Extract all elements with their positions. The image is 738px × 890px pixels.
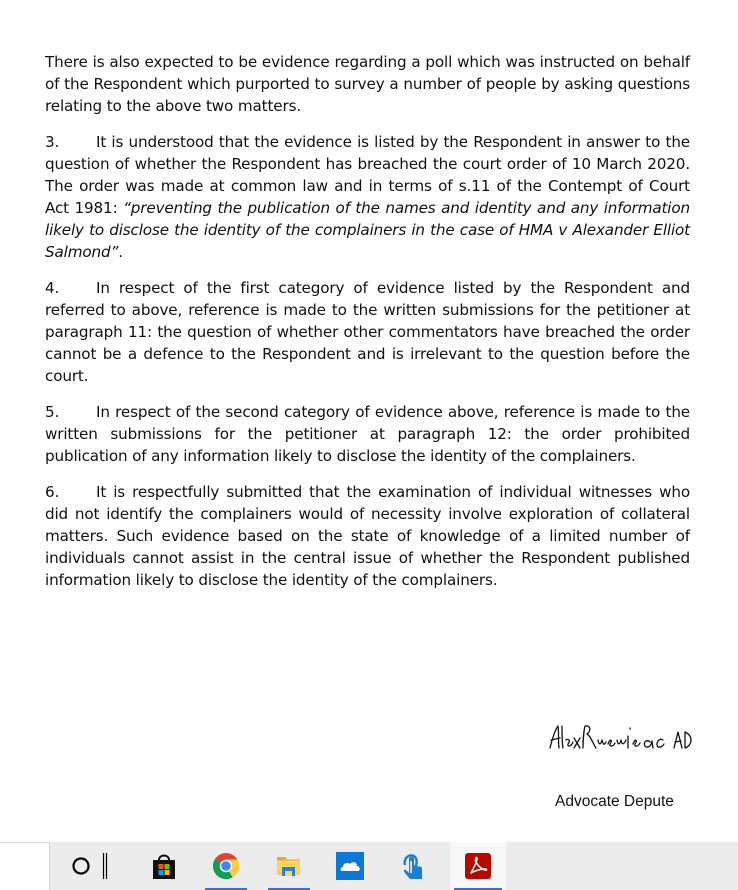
- folder-icon: [274, 851, 304, 881]
- paragraph-number: 6.: [45, 483, 60, 502]
- paragraph-text: In respect of the first category of evidence listed by the Respondent and referred to above, reference is made to the written submissions for the petitioner at paragraph 11: the question of whether other commentators have breached the order cannot be a defence to the Respondent and is irrelevant to the question before the court.: [45, 279, 690, 386]
- paragraph-number: 4.: [45, 279, 60, 298]
- cloud-icon: [335, 851, 365, 881]
- onedrive-button[interactable]: [325, 842, 375, 890]
- adobe-acrobat-button[interactable]: [450, 842, 506, 890]
- task-view-button[interactable]: [93, 842, 117, 890]
- paragraph-text: It is understood that the evidence is listed by the Respondent in answer to the question of whether the Respondent has breached the court order of 10 March 2020. The order was made at common law and in terms of s.11 of the Contempt of Court Act 1981:: [45, 133, 690, 218]
- paragraph-text: It is respectfully submitted that the examination of individual witnesses who did not identify the complainers would of necessity involve exploration of collateral matters. Such evidence based on the state of knowledge of a limited number of individuals cannot assist in the central issue of whether the Respondent published information likely to disclose the identity of the complainers.: [45, 483, 690, 590]
- acrobat-icon: [463, 851, 493, 881]
- paragraph-tail: .: [118, 243, 123, 262]
- paragraph-5: [45, 401, 690, 467]
- signatory-title: Advocate Depute: [555, 793, 674, 810]
- touch-app-button[interactable]: [387, 842, 437, 890]
- paragraph-4: [45, 277, 690, 387]
- paragraph-6: [45, 481, 690, 591]
- order-quote: “preventing the publication of the names and identity and any information likely to disclose the identity of the complainers in the case of HMA v Alexander Elliot Salmond”: [45, 199, 690, 262]
- store-bag-icon: [149, 851, 179, 881]
- touch-hand-icon: [397, 851, 427, 881]
- circle-icon: [71, 856, 91, 876]
- windows-taskbar: [0, 842, 738, 890]
- task-view-icon: [101, 851, 109, 881]
- paragraph-number: 5.: [45, 403, 60, 422]
- handwritten-signature: [546, 722, 696, 752]
- intro-paragraph: There is also expected to be evidence regarding a poll which was instructed on behalf of the Respondent which purported to survey a number of people by asking questions relating to the above two matters.: [45, 53, 690, 116]
- paragraph-3: [45, 131, 690, 263]
- taskbar-blank-region: [0, 842, 50, 890]
- chrome-icon: [211, 851, 241, 881]
- microsoft-store-button[interactable]: [139, 842, 189, 890]
- paragraph-number: 3.: [45, 133, 60, 152]
- paragraph-text: In respect of the second category of evidence above, reference is made to the written submissions for the petitioner at paragraph 12: the order prohibited publication of any information likely to disclose the identity of the complainers.: [45, 403, 690, 466]
- google-chrome-button[interactable]: [201, 842, 251, 890]
- file-explorer-button[interactable]: [264, 842, 314, 890]
